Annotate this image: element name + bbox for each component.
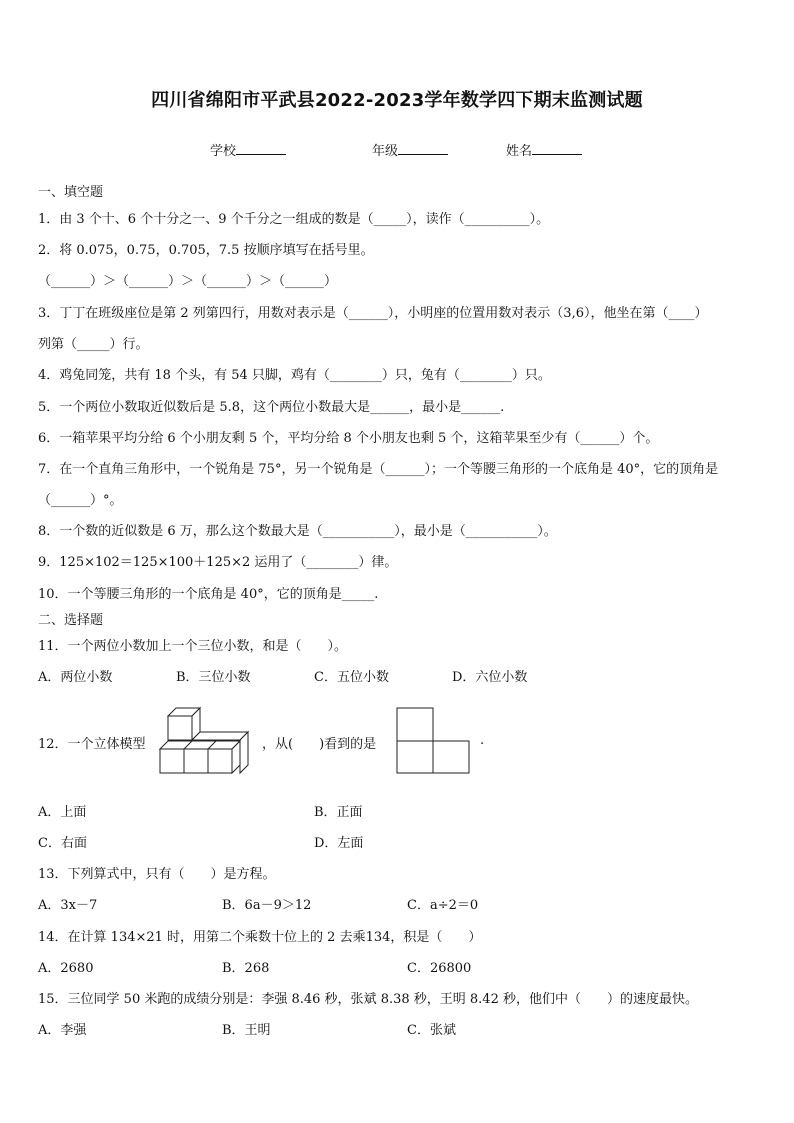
q13-option-a[interactable]: A．3x－7 xyxy=(38,898,98,913)
name-label: 姓名 xyxy=(506,144,533,159)
section-heading-choice: 二、选择题 xyxy=(38,613,104,628)
q14-option-a[interactable]: A．2680 xyxy=(38,961,94,976)
q14-option-b[interactable]: B．268 xyxy=(222,961,270,976)
question-13: 13．下列算式中，只有（ ）是方程。 xyxy=(38,867,276,882)
question-2-blanks: （______）＞（______）＞（______）＞（______） xyxy=(38,274,338,289)
question-4: 4．鸡兔同笼，共有 18 个头，有 54 只脚，鸡有（________）只，兔有（________）只。 xyxy=(38,368,551,383)
question-6: 6．一箱苹果平均分给 6 个小朋友剩 5 个，平均分给 8 个小朋友也剩 5 个，这箱苹果至少有（______）个。 xyxy=(38,431,659,446)
grade-blank[interactable] xyxy=(398,141,448,155)
grade-field xyxy=(372,140,448,159)
q13-option-b[interactable]: B．6a－9＞12 xyxy=(222,898,312,913)
q11-option-c[interactable]: C．五位小数 xyxy=(314,670,389,685)
question-12-mid: ，从( )看到的是 xyxy=(262,737,377,752)
view-shape-figure xyxy=(396,707,472,775)
q12-option-b[interactable]: B．正面 xyxy=(314,805,363,820)
question-11: 11．一个两位小数加上一个三位小数，和是（ ）。 xyxy=(38,639,348,654)
question-1: 1．由 3 个十、6 个十分之一、9 个千分之一组成的数是（_____），读作（__________）。 xyxy=(38,212,550,227)
q12-option-c[interactable]: C．右面 xyxy=(38,836,87,851)
question-12: 12．一个立体模型 xyxy=(38,737,146,752)
q12-option-d[interactable]: D．左面 xyxy=(314,836,364,851)
school-blank[interactable] xyxy=(236,141,286,155)
q12-option-a[interactable]: A．上面 xyxy=(38,805,87,820)
section-heading-fill: 一、填空题 xyxy=(38,185,104,200)
question-5: 5．一个两位小数取近似数后是 5.8，这个两位小数最大是______，最小是______. xyxy=(38,400,505,415)
name-blank[interactable] xyxy=(532,141,582,155)
q13-option-c[interactable]: C．a÷2＝0 xyxy=(407,898,479,913)
q15-option-c[interactable]: C．张斌 xyxy=(407,1023,456,1038)
question-12-end: . xyxy=(480,733,485,748)
q15-option-b[interactable]: B．王明 xyxy=(222,1023,271,1038)
cube-model-figure xyxy=(158,706,252,776)
name-field xyxy=(506,140,582,159)
question-15: 15．三位同学 50 米跑的成绩分别是：李强 8.46 秒，张斌 8.38 秒，王明 8.42 秒，他们中（ ）的速度最快。 xyxy=(38,992,698,1007)
question-3-continued: 列第（_____）行。 xyxy=(38,337,149,352)
question-7-continued: （______）°。 xyxy=(38,493,123,508)
page-title: 四川省绵阳市平武县2022-2023学年数学四下期末监测试题 xyxy=(151,90,643,111)
grade-label: 年级 xyxy=(372,144,399,159)
school-field xyxy=(210,140,286,159)
question-2: 2．将 0.075，0.75，0.705，7.5 按顺序填写在括号里。 xyxy=(38,243,374,258)
question-9: 9．125×102＝125×100＋125×2 运用了（________）律。 xyxy=(38,555,398,570)
question-10: 10．一个等腰三角形的一个底角是 40°，它的顶角是_____. xyxy=(38,587,379,602)
q11-option-d[interactable]: D．六位小数 xyxy=(452,670,528,685)
q11-option-b[interactable]: B．三位小数 xyxy=(176,670,251,685)
q15-option-a[interactable]: A．李强 xyxy=(38,1023,87,1038)
school-label: 学校 xyxy=(210,144,237,159)
question-3: 3．丁丁在班级座位是第 2 列第四行，用数对表示是（______），小明座的位置用数对表示（3,6），他坐在第（____） xyxy=(38,306,708,321)
question-14: 14．在计算 134×21 时，用第二个乘数十位上的 2 去乘134，积是（ ） xyxy=(38,930,482,945)
question-8: 8．一个数的近似数是 6 万，那么这个数最大是（___________），最小是（___________）。 xyxy=(38,524,557,539)
q11-option-a[interactable]: A．两位小数 xyxy=(38,670,113,685)
q14-option-c[interactable]: C．26800 xyxy=(407,961,472,976)
question-7: 7．在一个直角三角形中，一个锐角是 75°，另一个锐角是（______）；一个等腰三角形的一个底角是 40°，它的顶角是 xyxy=(38,462,719,477)
